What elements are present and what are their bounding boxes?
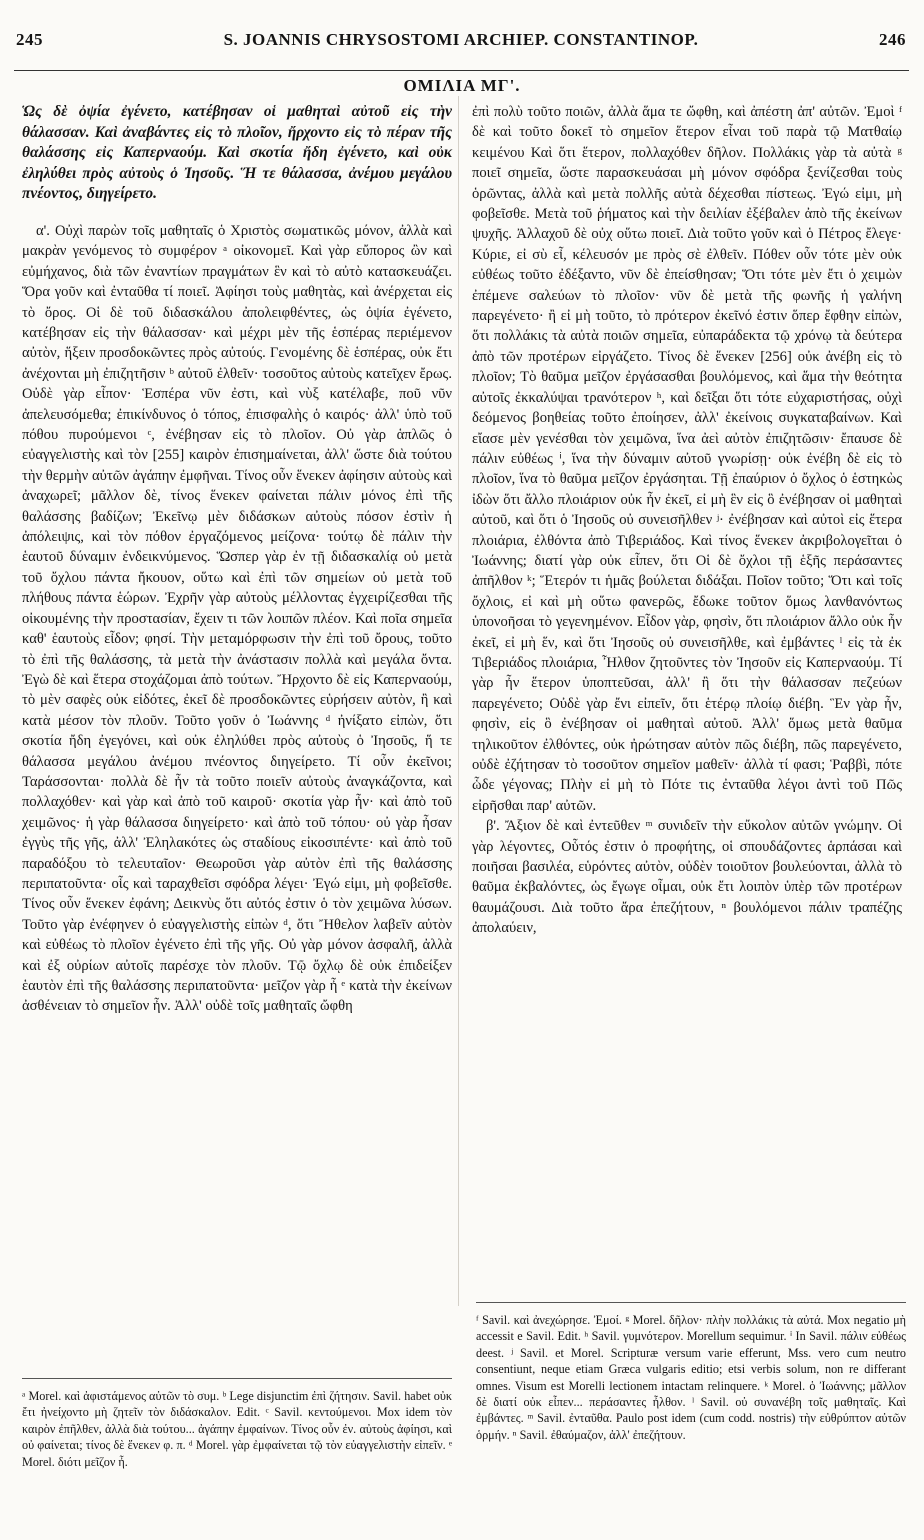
homily-title: ΟΜΙΛΙΑ ΜΓ'. [403, 76, 521, 95]
scripture-lemma: Ὡς δὲ ὀψία ἐγένετο, κατέβησαν οἱ μαθηταὶ αὐτοῦ εἰς τὴν θάλασσαν. Καὶ ἀναβάντες εἰς τὸ πλοῖον, ἤρχοντο εἰς τὸ πέραν τῆς θαλάσσης εἰς Καπερναούμ. Καὶ σκοτία ἤδη ἐγένετο, καὶ οὐκ ἐληλύθει πρὸς αὐτοὺς ὁ Ἰησοῦς. Ἥ τε θάλασσα, ἀνέμου μεγάλου πνέοντος, διηγείρετο. [22, 103, 452, 203]
column-divider [458, 96, 459, 1306]
footnotes-left: ᵃ Morel. καὶ ἀφιστάμενος αὐτῶν τὸ συμ. ᵇ Lege disjunctim ἐπὶ ζήτησιν. Savil. habet οὐκ ἔτι ἠνείχοντο μὴ ζητεῖν τὸν διδάσκαλον. Edit. ᶜ Savil. κεντούμενοι. Mox idem τὸν καιρὸν ἐπῆλθεν, ἀλλὰ διὰ τούτου... ἀγάπην ἐμφαίνων. Τίνος οὖν ἐν. αὐτοὺς ἀφίησι, καὶ οὐ φαίνεται; τίνος δὲ ἕνεκεν φ. π. ᵈ Morel. γὰρ ἐμφαίνεται τῷ τὸν εὐαγγελιστὴν εἰπεῖν. ᵉ Morel. διότι μεῖζον ἦ. [22, 1389, 452, 1469]
page-number-right: 246 [879, 30, 906, 49]
footnote-rule-left [22, 1378, 452, 1379]
header-rule [14, 70, 909, 71]
right-column [472, 102, 902, 939]
running-title: S. JOANNIS CHRYSOSTOMI ARCHIEP. CONSTANTINOP. [223, 30, 699, 49]
running-header [16, 30, 906, 50]
commentary-paragraph-beta: β'. Ἄξιον δὲ καὶ ἐντεῦθεν ᵐ συνιδεῖν τὴν εὔκολον αὐτῶν γνώμην. Οἱ γὰρ λέγοντες, Οὗτός ἐστιν ὁ προφήτης, οἱ σπουδάζοντες ἁρπάσαι καὶ ποιῆσαι βασιλέα, εὑρόντες αὐτὸν, οὐδὲν τοιοῦτον βουλεύονται, ἀλλὰ τὸ θαῦμα ἐκβαλόντες, ὡς ἔγωγε οἶμαι, οὐκ ἔτι λοιπὸν ὑπὲρ τῶν προτέρων θαυμάζουσι. Διὰ τοῦτο ἄρα ἐπεζήτουν, ⁿ βουλόμενοι πάλιν τραπέζης ἀπολαύειν, [472, 818, 902, 937]
footnote-rule-right [476, 1302, 906, 1303]
footnotes-right: ᶠ Savil. καὶ ἀνεχώρησε. Ἐμοί. ᵍ Morel. δῆλον· πλὴν πολλάκις τὰ αὐτά. Mox negatio μὴ accessit e Savil. Edit. ʰ Savil. γυμνότερον. Morellum sequimur. ⁱ In Savil. πάλιν εὐθέως deest. ʲ Savil. et Morel. Scripturæ versum varie efferunt, Mss. vero cum neutro consentiunt, neque etiam Græca vulgaris editio; etsi verbis solum, non re differant omnes. Visum est Morelli lectionem intactam relinquere. ᵏ Morel. ὁ Ἰωάννης; μᾶλλον δὲ διατί οὐκ εἶπεν... περάσαντες ἦλθον. ˡ Savil. οὐ συνανέβη τοῖς μαθηταῖς. Καὶ ἐμβάντες. ᵐ Savil. ἐνταῦθα. Paulo post idem (cum codd. nostris) τὴν εὐθρύπτον αὐτῶν ὁρμήν. ⁿ Savil. ἐθαύμαζον, ἀλλ' ἐπεζήτουν. [476, 1313, 906, 1442]
commentary-paragraph-continued: ἐπὶ πολὺ τοῦτο ποιῶν, ἀλλὰ ἅμα τε ὤφθη, καὶ ἀπέστη ἀπ' αὐτῶν. Ἐμοὶ ᶠ δὲ καὶ τοῦτο δοκεῖ τὸ σημεῖον ἕτερον εἶναι τοῦ παρὰ τῷ Ματθαίῳ κειμένου Καὶ ὅτι ἕτερον, πολλαχόθεν δῆλον. Πολλάκις γὰρ τὰ αὐτὰ ᵍ ποιεῖ σημεῖα, ὥστε παρασκευάσαι μὴ μόνον σφόδρα ξενίζεσθαι τοὺς ὁρῶντας, ἀλλὰ καὶ μετὰ πολλῆς αὐτὰ δέχεσθαι πίστεως. Ἐγώ εἰμι, μὴ φοβεῖσθε. Μετὰ τοῦ ῥήματος καὶ τὴν δειλίαν ἐξέβαλεν ἀπὸ τῆς ἐκείνων ψυχῆς. Ἀλλαχοῦ δὲ οὐχ οὕτω ποιεῖ. Διὰ τοῦτο γοῦν καὶ ὁ Πέτρος ἔλεγε· Κύριε, εἰ σὺ εἶ, κέλευσόν με πρὸς σὲ ἐλθεῖν. Πόθεν οὖν τότε μὲν οὐκ εὐθέως τοῦτο ἐδέξαντο, νῦν δὲ ἐπείσθησαν; Ὅτι τότε μὲν ἔτι ὁ χειμὼν ἐπέμενε σαλεύων τὸ πλοῖον· νῦν δὲ μετὰ τῆς φωνῆς ἡ γαλήνη παρεγένετο· ἢ εἰ μὴ τοῦτο, τὸ πρότερον ἐκεῖνό ἐστιν ὅπερ ἔφθην εἰπὼν, ὅτι πολλάκις τὰ αὐτὰ ποιῶν σημεῖα, εὐπαράδεκτα τῷ χρόνῳ τὰ δεύτερα ἀπὸ τῶν προτέρων εἰργάζετο. Τίνος δὲ ἕνεκεν [256] οὐκ ἀνέβη εἰς τὸ πλοῖον; Τὸ θαῦμα μεῖζον ἐργάσασθαι βουλόμενος, καὶ ἅμα τὴν θεότητα αὐτοῖς ἐκκαλύψαι τρανότερον ʰ, καὶ δεῖξαι ὅτι τότε εὐχαριστήσας, οὐχὶ δεόμενος βοηθείας τοῦτο ἐποίησεν, ἀλλ' ἐκείνοις συγκαταβαίνων. Καὶ εἴασε μὲν γενέσθαι τὸν χειμῶνα, ἵνα ἀεὶ αὐτὸν ἐπιζητῶσιν· ἔπαυσε δὲ πάλιν εὐθέως ⁱ, ἵνα τὴν δύναμιν αὐτοῦ γνωρίσῃ· οὐκ ἐνέβη δὲ εἰς τὸ πλοῖον, ἵνα τὸ θαῦμα μεῖζον ἐργάσηται. Τῇ ἐπαύριον ὁ ὄχλος ὁ ἑστηκὼς ἰδὼν ὅτι ἄλλο πλοιάριον οὐκ ἦν ἐκεῖ, εἰ μὴ ἓν εἰς ὃ ἐνέβησαν οἱ μαθηταὶ αὐτοῦ, καὶ ὅτι ὁ Ἰησοῦς οὐ συνεισῆλθεν ʲ· ἐνέβησαν καὶ αὐτοὶ εἰς ἕτερα πλοιάρια, ἐλθόντα ἀπὸ Τιβεριάδος. Καὶ τίνος ἕνεκεν ἀκριβολογεῖται ὁ Ἰωάννης; διατί γὰρ οὐκ εἶπεν, ὅτι Οἱ δὲ ὄχλοι τῇ ἑξῆς περάσαντες ἀπῆλθον ᵏ; Ἕτερόν τι ἡμᾶς βούλεται διδάξαι. Ποῖον τοῦτο; Ὅτι καὶ τοῖς ὄχλοις, εἰ καὶ μὴ οὕτω φανερῶς, ἔδωκε τοῦτον ὅμως λανθανόντως ὑπονοῆσαι τὸ γεγενημένον. Εἶδον γὰρ, φησὶν, ὅτι πλοιάριον ἄλλο οὐκ ἦν ἐκεῖ, εἰ μὴ ἕν, καὶ ὅτι Ἰησοῦς οὐ συνεισῆλθε, καὶ ἐμβάντες ˡ εἰς τὰ ἐκ Τιβεριάδος πλοιάρια, Ἦλθον ζητοῦντες τὸν Ἰησοῦν εἰς Καπερναούμ. Τί γὰρ ἦν ἕτερον ὑποπτεῦσαι, ἀλλ' ἢ ὅτι τὴν θάλασσαν πεζεύων παρεγένετο; Οὐδὲ γὰρ ἔνι εἰπεῖν, ὅτι ἑτέρῳ πλοίῳ διέβη. Ἓν γὰρ ἦν, φησὶν, εἰς ὃ ἐνέβησαν οἱ μαθηταὶ αὐτοῦ. Ἀλλ' ὅμως μετὰ θαῦμα τηλικοῦτον ἐλθόντες, οὐκ ἠρώτησαν αὐτὸν πῶς διέβη, πῶς παρεγένετο, οὐδὲ ἐζήτησαν τὸ τοσοῦτον σημεῖον μαθεῖν· ἀλλὰ τί φασι; Ῥαββὶ, πότε ὧδε γέγονας; Πλὴν εἰ μὴ τὸ Πότε τις ἐνταῦθα λέγοι ἀντὶ τοῦ Πῶς εἰρῆσθαι παρ' αὐτῶν. [472, 104, 902, 814]
left-column [22, 102, 452, 1017]
page-number-left: 245 [16, 30, 43, 49]
commentary-paragraph-alpha: α'. Οὐχὶ παρὼν τοῖς μαθηταῖς ὁ Χριστὸς σωματικῶς μόνον, ἀλλὰ καὶ μακρὰν γενόμενος τὸ συμφέρον ᵃ οἰκονομεῖ. Καὶ γὰρ εὔπορος ὢν καὶ εὐμήχανος, διὰ τῶν ἐναντίων πραγμάτων ἓν καὶ τὸ αὐτὸ κατασκευάζει. Ὅρα γοῦν καὶ ἐνταῦθα τί ποιεῖ. Ἀφίησι τοὺς μαθητὰς, καὶ ἀνέρχεται εἰς τὸ ὄρος. Οἱ δὲ τοῦ διδασκάλου ἀπολειφθέντες, ὡς ὀψία ἐγένετο, κατέβησαν εἰς τὴν θάλασσαν· καὶ μέχρι μὲν τῆς ἑσπέρας περιέμενον αὐτὸν, ἥξειν προσδοκῶντες πρὸς αὐτούς. Γενομένης δὲ ἑσπέρας, οὐκ ἔτι ἀνέχονται μὴ ἐπιζητῆσιν ᵇ αὐτοῦ ἐλθεῖν· τοσοῦτος αὐτοὺς κατεῖχεν ἔρως. Οὐδὲ γὰρ εἶπον· Ἑσπέρα νῦν ἐστι, καὶ νὺξ κατέλαβε, ποῦ νῦν ἀπελευσόμεθα; ἐπικίνδυνος ὁ τόπος, ἐπισφαλὴς ὁ καιρός· ἀλλ' ὑπὸ τοῦ πόθου πυρούμενοι ᶜ, ἐνέβησαν εἰς τὸ πλοῖον. Οὐ γὰρ ἁπλῶς ὁ εὐαγγελιστὴς καὶ τὸν [255] καιρὸν ἐπισημαίνεται, ἀλλ' ὥστε διὰ τούτου τὴν θερμὴν αὐτῶν ἀγάπην ἐμφῆναι. Τίνος οὖν ἕνεκεν ἀφίησιν αὐτοὺς καὶ ἀναχωρεῖ; μᾶλλον δὲ, τίνος ἕνεκεν φαίνεται πάλιν μόνος ἐπὶ τῆς θαλάσσης βαδίζων; Ἐκεῖνῳ μὲν διδάσκων αὐτοὺς πόσον ἐστὶν ἡ ἀπόλειψις, καὶ τὸν πόθον ἐργαζόμενος μείζονα· τούτῳ δὲ πάλιν τὴν ἑαυτοῦ δύναμιν ἐνδεικνύμενος. Ὥσπερ γὰρ ἐν τῇ διδασκαλίᾳ οὐ μετὰ τοῦ ὄχλου πάντα ἤκουον, οὕτω καὶ ἐπὶ τῶν σημείων οὐ μετὰ τοῦ πλήθους πάντα ἑώρων. Ἐχρῆν γὰρ αὐτοὺς μέλλοντας ἐγχειρίζεσθαι τῆς οἰκουμένης τὴν προστασίαν, ἔχειν τι τῶν λοιπῶν πλέον. Καὶ ποῖα σημεῖα καθ' ἑαυτοὺς εἶδον; φησί. Τὴν μεταμόρφωσιν τὴν ἐπὶ τοῦ ὄρους, τοῦτο τὸ ἐπὶ τῆς θαλάσσης, τὰ μετὰ τὴν ἀνάστασιν πολλὰ καὶ μεγάλα ὄντα. Ἐγὼ δὲ καὶ ἕτερα στοχάζομαι ἀπὸ τούτων. Ἤρχοντο δὲ εἰς Καπερναούμ, τὸ μὲν σαφὲς οὐκ εἰδότες, ἐκεῖ δὲ προσδοκῶντες εὑρήσειν αὐτὸν, ἢ καὶ κατὰ μέσον τὸν πλοῦν. Τοῦτο γοῦν ὁ Ἰωάννης ᵈ ἠνίξατο εἰπὼν, ὅτι σκοτία ἤδη ἐγεγόνει, καὶ οὐκ ἐληλύθει πρὸς αὐτοὺς ὁ Ἰησοῦς, ἥ τε θάλασσα μεγάλου ἀνέμου πνέοντος διηγείρετο. Τί οὖν ἐκεῖνοι; Ταράσσονται· πολλὰ δὲ ἦν τὰ τοῦτο ποιεῖν αὐτοὺς ἀναγκάζοντα, καὶ πολλαχόθεν· καὶ γὰρ καὶ ἀπὸ τοῦ καιροῦ· σκοτία γὰρ ἦν· καὶ ἀπὸ τοῦ χειμῶνος· ἡ γὰρ θάλασσα διηγείρετο· καὶ ἀπὸ τοῦ τόπου· οὐ γὰρ ἦσαν ἐγγὺς τῆς γῆς, ἀλλ' Ἐληλακότες ὡς σταδίους εἰκοσιπέντε· καὶ ἀπὸ τοῦ παραδόξου τὸ τελευταῖον· Θεωροῦσι γὰρ αὐτὸν ἐπὶ τῆς θαλάσσης περιπατοῦντα· οἷς καὶ ταραχθεῖσι σφόδρα λέγει· Ἐγώ εἰμι, μὴ φοβεῖσθε. Τίνος οὖν ἕνεκεν ἐφάνη; Δεικνὺς ὅτι αὐτός ἐστιν ὁ τὸν χειμῶνα λύσων. Τοῦτο γὰρ ἐνέφηνεν ὁ εὐαγγελιστὴς εἰπὼν ᵈ, ὅτι Ἤθελον λαβεῖν αὐτὸν καὶ εὐθέως τὸ πλοῖον ἐγένετο ἐπὶ τῆς γῆς. Οὐ γὰρ μόνον ἀσφαλῆ, ἀλλὰ καὶ ἐξ οὐρίων αὐτοῖς παρέσχε τὸν πλοῦν. Τῷ ὄχλῳ δὲ οὐκ ἐπιδείξεν ἑαυτὸν ἐπὶ τῆς θαλάσσης περιπατοῦντα· μεῖζον γὰρ ἦ ᵉ κατὰ τὴν ἐκείνων ἀσθένειαν τὸ σημεῖον ἦν. Ἀλλ' οὐδὲ τοῖς μαθηταῖς ὤφθη [22, 222, 452, 1015]
